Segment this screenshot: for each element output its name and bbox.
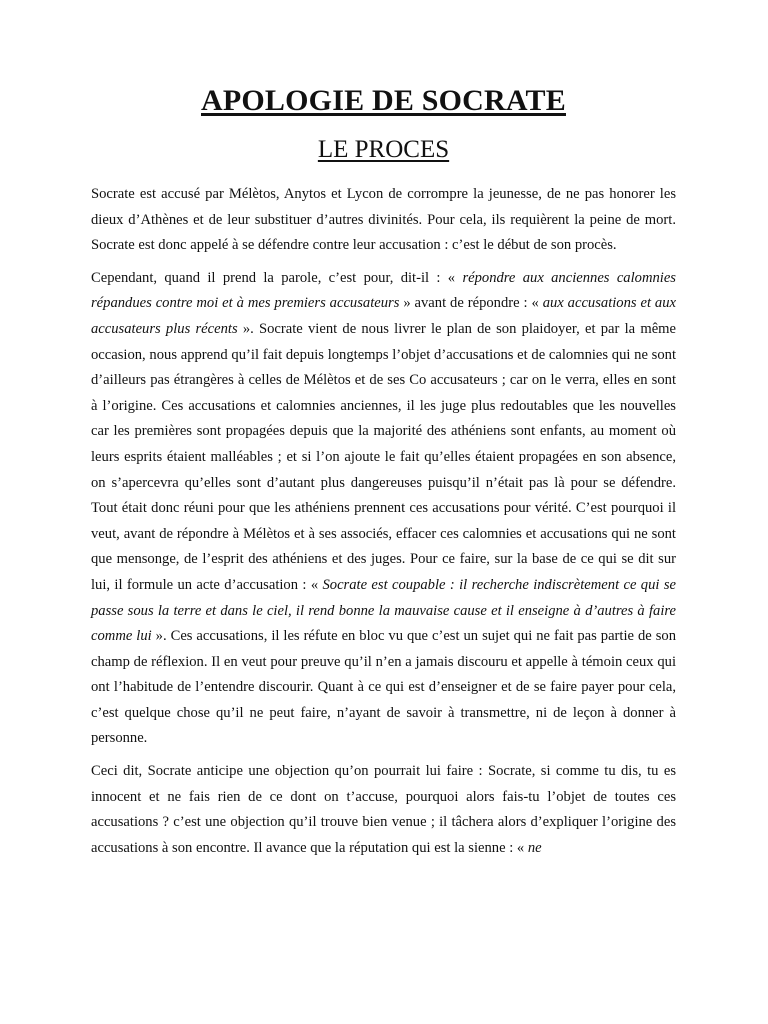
italic-quote: répondre aux anciennes calomnies répandues contre moi et à mes premiers accusateurs [91, 269, 676, 312]
document-title: APOLOGIE DE SOCRATE [201, 84, 566, 117]
text-run: ». Ces accusations, il les réfute en bloc vu que c’est un sujet qui ne fait pas partie de son champ de réflexion. Il en veut pour preuve qu’il n’en a jamais discouru et appelle à témoin ceux qui ont l’habitude de l’entendre discourir. Quant à ce qui est d’enseigner et de se faire payer pour cela, c’est quelque chose qu’il ne peut faire, n’ayant de savoir à transmettre, ni de leçon à donner à personne. [91, 628, 676, 747]
section-heading: LE PROCES [317, 136, 450, 163]
text-run: Ceci dit, Socrate anticipe une objection qu’on pourrait lui faire : Socrate, si comme tu dis, tu es innocent et ne fais rien de ce dont on t’accuse, pourquoi alors fais-tu l’objet de toutes ces accusations ? c’est une objection qu’il trouve bien venue ; il tâchera alors d’expliquer l’origine des accusations à son encontre. Il avance que la réputation qui est la sienne : « [91, 763, 676, 856]
body-paragraph [91, 182, 676, 259]
document-page [91, 0, 676, 868]
text-run: ». Socrate vient de nous livrer le plan de son plaidoyer, et par la même occasion, nous apprend qu’il fait depuis longtemps l’objet d’accusations et de calomnies qui ne sont d’ailleurs pas étrangères à celles de Mélètos et de ses Co accusateurs ; car on le verra, elles en sont à l’origine. Ces accusations et calomnies anciennes, il les juge plus redoutables que les nouvelles car les premières sont propagées depuis que la majorité des athéniens sont enfants, au moment où leurs esprits étaient malléables ; et si l’on ajoute le fait qu’elles étaient propagées en son absence, on s’apercevra qu’elles sont d’autant plus dangereuses puisqu’il n’était pas là pour se défendre. Tout était donc réuni pour que les athéniens prennent ces accusations pour vérité. C’est pourquoi il veut, avant de répondre à Mélètos et à ses associés, effacer ces calomnies et accusations qui ne sont que mensonge, de l’esprit des athéniens et des juges. Pour ce faire, sur la base de ce qui se dit sur lui, il formule un acte d’accusation : « [91, 320, 676, 593]
document-body [91, 182, 676, 861]
italic-quote: ne [527, 839, 542, 856]
italic-quote: aux accusations et aux accusateurs plus récents [91, 295, 677, 337]
text-run: Cependant, quand il prend la parole, c’est pour, dit-il : « [91, 269, 463, 286]
body-paragraph [91, 759, 676, 861]
text-run: Socrate est accusé par Mélètos, Anytos et Lycon de corrompre la jeunesse, de ne pas honorer les dieux d’Athènes et de leur substituer d’autres divinités. Pour cela, ils requièrent la peine de mort. Socrate est donc appelé à se défendre contre leur accusation : c’est le début de son procès. [91, 186, 676, 254]
text-run: » avant de répondre : « [399, 295, 543, 312]
italic-quote: Socrate est coupable : il recherche indiscrètement ce qui se passe sous la terre et dans le ciel, il rend bonne la mauvaise cause et il enseigne à d’autres à faire comme lui [91, 576, 676, 645]
body-paragraph [91, 266, 676, 752]
